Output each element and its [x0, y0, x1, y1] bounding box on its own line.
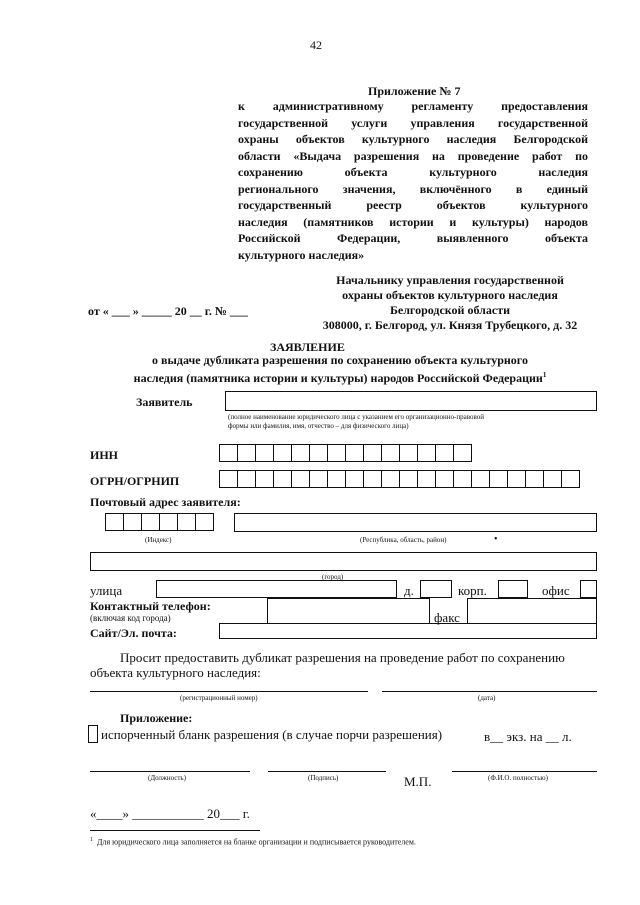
- ogrn-label: ОГРН/ОГРНИП: [90, 474, 180, 488]
- request-line: объекта культурного наследия:: [90, 665, 261, 680]
- statement-title: ЗАЯВЛЕНИЕ: [270, 340, 345, 354]
- stamp-label: М.П.: [404, 774, 432, 789]
- region-field[interactable]: [234, 513, 597, 532]
- attachment-checkbox[interactable]: [88, 725, 98, 743]
- site-field[interactable]: [219, 623, 597, 639]
- city-hint: (город): [322, 573, 344, 581]
- applicant-hint: (полное наименование юридического лица с указанием его организационно-правовой: [228, 413, 484, 421]
- request-line: Просит предоставить дубликат разрешения на проведение работ по сохранению: [120, 650, 565, 665]
- appendix-line: государственный реестр объектов культурного: [238, 198, 588, 212]
- office-field[interactable]: [580, 580, 597, 598]
- phone-label: Контактный телефон:: [90, 599, 211, 613]
- applicant-field[interactable]: [225, 391, 597, 411]
- appendix-line: сохранению объекта культурного наследия: [238, 165, 588, 179]
- appendix-title: Приложение № 7: [368, 84, 461, 98]
- fullname-line[interactable]: [452, 771, 597, 772]
- street-field[interactable]: [156, 580, 397, 598]
- addressee-line: охраны объектов культурного наследия: [342, 288, 558, 302]
- appendix-line: к административному регламенту предоставления: [238, 99, 588, 113]
- site-label: Сайт/Эл. почта:: [90, 626, 177, 640]
- fax-label: факс: [434, 610, 460, 625]
- inn-field[interactable]: [219, 444, 472, 462]
- bottom-date: «____» ___________ 20___ г.: [90, 806, 250, 821]
- addressee-line: Начальнику управления государственной: [336, 273, 564, 287]
- attachment-item: испорченный бланк разрешения (в случае порчи разрешения): [101, 727, 443, 742]
- phone-field[interactable]: [267, 598, 430, 624]
- appendix-line: регионального значения, включённого в единый: [238, 181, 588, 196]
- position-hint: (Должность): [148, 774, 186, 782]
- fullname-hint: (Ф.И.О. полностью): [488, 774, 548, 782]
- ogrn-field[interactable]: [219, 470, 580, 488]
- statement-line: о выдаче дубликата разрешения по сохранению объекта культурного: [152, 353, 528, 367]
- signature-hint: (Подпись): [308, 774, 339, 782]
- appendix-line: охраны объектов культурного наследия Белгородской: [238, 132, 588, 146]
- house-field[interactable]: [420, 580, 452, 598]
- postal-label: Почтовый адрес заявителя:: [90, 495, 241, 509]
- position-line[interactable]: [90, 771, 250, 772]
- page-number: 42: [310, 38, 322, 52]
- applicant-label: Заявитель: [136, 395, 193, 409]
- statement-subtitle: [80, 353, 600, 386]
- reg-number-hint: (регистрационный номер): [180, 694, 258, 702]
- applicant-hint: формы или фамилия, имя, отчество – для физического лица): [228, 422, 409, 430]
- office-label: офис: [542, 583, 570, 598]
- inn-label: ИНН: [90, 448, 119, 462]
- reg-number-line[interactable]: [90, 691, 368, 692]
- statement-line: наследия (памятника истории и культуры) народов Российской Федерации: [133, 371, 543, 385]
- appendix-line: области «Выдача разрешения на проведение работ по: [238, 148, 588, 163]
- appendix-line: культурного наследия»: [238, 247, 365, 262]
- street-label: улица: [90, 583, 123, 598]
- city-field[interactable]: [90, 552, 597, 571]
- index-field[interactable]: [105, 513, 214, 531]
- region-hint: (Республика, область, район): [360, 536, 447, 544]
- fax-field[interactable]: [467, 598, 597, 624]
- footnote-separator: [90, 830, 260, 831]
- appendix-text: [238, 98, 588, 263]
- addressee-block: [300, 273, 600, 333]
- appendix-line: Российской Федерации, выявленного объекта: [238, 231, 588, 245]
- index-hint: (Индекс): [145, 536, 172, 544]
- signature-line[interactable]: [268, 771, 386, 772]
- footnote-mark: 1: [90, 837, 93, 843]
- dot-mark: •: [494, 534, 498, 545]
- footnote-ref: 1: [542, 371, 547, 379]
- footnote-text: [90, 837, 416, 847]
- addressee-line: Белгородской области: [389, 303, 511, 317]
- request-date-hint: (дата): [478, 694, 496, 702]
- house-label: д.: [404, 583, 414, 598]
- footnote-body: Для юридического лица заполняется на бланке организации и подписывается руководителем.: [97, 837, 416, 847]
- addressee-line: 308000, г. Белгород, ул. Князя Трубецкого, д. 32: [322, 318, 578, 332]
- attachment-title: Приложение:: [120, 711, 193, 725]
- appendix-line: наследия (памятников истории и культуры) народов: [238, 214, 588, 229]
- phone-hint: (включая код города): [90, 613, 171, 623]
- date-number-line: от « ___ » _____ 20 __ г. № ___: [88, 304, 248, 318]
- request-date-line[interactable]: [382, 691, 597, 692]
- building-field[interactable]: [498, 580, 528, 598]
- appendix-line: государственной услуги управления государственной: [238, 115, 588, 130]
- attachment-qty: в__ экз. на __ л.: [484, 729, 572, 744]
- building-label: корп.: [458, 583, 487, 598]
